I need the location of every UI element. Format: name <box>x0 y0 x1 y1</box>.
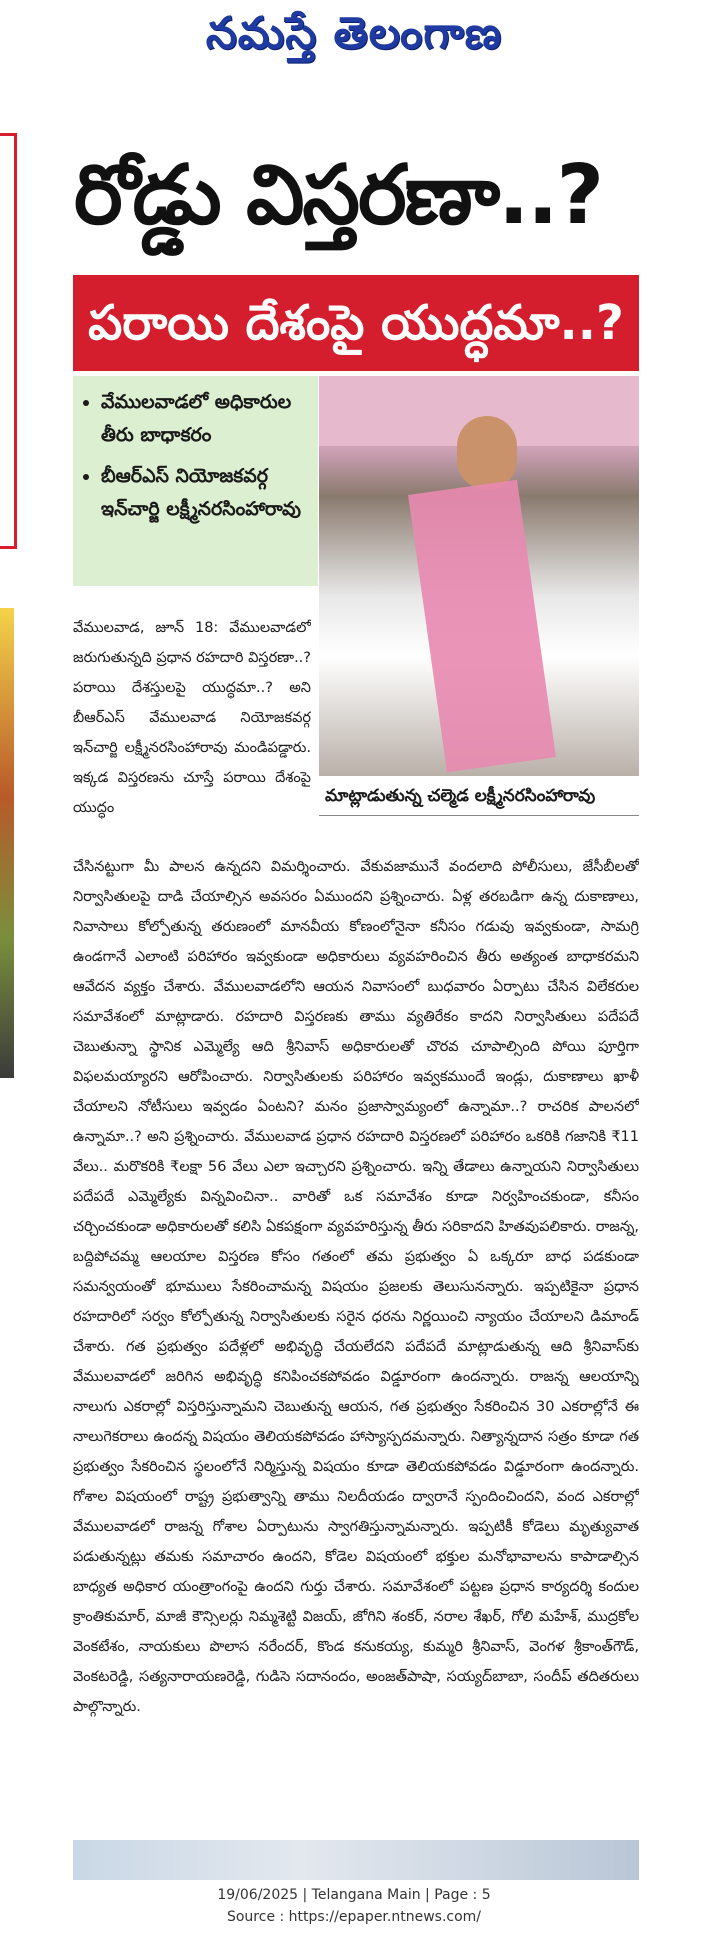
headline: రోడ్డు విస్తరణా..? <box>74 148 603 243</box>
adjacent-photo-strip <box>0 608 14 1078</box>
highlights-box <box>73 376 318 586</box>
article-lead: వేములవాడ, జూన్ 18: వేములవాడలో జరుగుతున్నది ప్రధాన రహదారి విస్తరణా..? పరాయి దేశస్తులపై యుద్ధమా..? అని బీఆర్ఎస్ వేములవాడ నియోజకవర్గ ఇన్‌చార్జి లక్ష్మీనరసింహారావు మండిపడ్డారు. ఇక్కడ విస్తరణను చూస్తే పరాయి దేశంపై యుద్ధం <box>73 620 311 816</box>
pink-scarf <box>408 480 556 773</box>
subheadline-banner: పరాయి దేశంపై యుద్ధమా..? <box>73 275 639 371</box>
adjacent-article-border <box>0 133 17 549</box>
source-link[interactable]: Source : https://epaper.ntnews.com/ <box>226 1909 482 1925</box>
highlight-item: • బీఆర్ఎస్ నియోజకవర్గ ఇన్‌చార్జి లక్ష్మీనరసింహారావు <box>101 460 312 526</box>
article-photo <box>319 376 639 776</box>
speaker-figure <box>457 416 517 490</box>
page-footer <box>0 1884 708 1934</box>
bottom-photo-strip <box>73 1840 639 1880</box>
photo-caption: మాట్లాడుతున్న చల్మెడ లక్ష్మీనరసింహారావు <box>319 776 639 816</box>
edition-info: 19/06/2025 | Telangana Main | Page : 5 <box>217 1887 491 1903</box>
highlight-item: • వేములవాడలో అధికారుల తీరు బాధాకరం <box>101 386 312 452</box>
newspaper-title: నమస్తే తెలంగాణ <box>205 8 503 59</box>
masthead <box>0 0 708 82</box>
article-body: చేసినట్టుగా మీ పాలన ఉన్నదని విమర్శించారు. వేకువజామునే వందలాది పోలీసులు, జేసీబీలతో నిర్వాసితులపై దాడి చేయాల్సిన అవసరం ఏముందని ప్రశ్నించారు. ఏళ్ల తరబడిగా ఉన్న దుకాణాలు, నివాసాలు కోల్పోతున్న తరుణంలో మానవీయ కోణంలోనైనా కనీసం గడువు ఇవ్వకుండా, సామగ్రి ఉండగానే ఎలాంటి పరిహారం ఇవ్వకుండా అధికారులు వ్యవహరించిన తీరు అత్యంత బాధాకరమని ఆవేదన వ్యక్తం చేశారు. వేములవాడలోని ఆయన నివాసంలో బుధవారం ఏర్పాటు చేసిన విలేకరుల సమావేశంలో మాట్లాడారు. రహదారి విస్తరణకు తాము వ్యతిరేకం కాదని నిర్వాసితులు పదేపదే చెబుతున్నా స్థానిక ఎమ్మెల్యే ఆది శ్రీనివాస్ అధికారులతో చొరవ చూపాల్సింది పోయి పూర్తిగా విఫలమయ్యారని ఆరోపించారు. నిర్వాసితులకు పరిహారం ఇవ్వకముందే ఇండ్లు, దుకాణాలు ఖాళీ చేయాలని నోటీసులు ఇవ్వడం ఏంటని? మనం ప్రజాస్వామ్యంలో ఉన్నామా..? రాచరిక పాలనలో ఉన్నామా..? అని ప్రశ్నించారు. వేములవాడ ప్రధాన రహదారి విస్తరణలో పరిహారం ఒకరికి గజానికి ₹11 వేలు.. మరొకరికి ₹లక్షా 56 వేలు ఎలా ఇచ్చారని ప్రశ్నించారు. ఇన్ని తేడాలు ఉన్నాయని నిర్వాసితులు పదేపదే ఎమ్మెల్యేకు విన్నవించినా.. వారితో ఒక సమావేశం కూడా నిర్వహించకుండా, కనీసం చర్చించకుండా అధికారులతో కలిసి ఏకపక్షంగా వ్యవహరిస్తున్న తీరు సరికాదని హితవుపలికారు. రాజన్న, బద్దిపోచమ్మ ఆలయాల విస్తరణ కోసం గతంలో తమ ప్రభుత్వం ఏ ఒక్కరూ బాధ పడకుండా సమన్వయంతో భూములు సేకరించామన్న విషయం ప్రజలకు తెలుసునన్నారు. ఇప్పటికైనా ప్రధాన రహదారిలో సర్వం కోల్పోతున్న నిర్వాసితులకు సరైన ధరను నిర్ణయించి న్యాయం చేయాలని డిమాండ్ చేశారు. గత ప్రభుత్వం పదేళ్లలో అభివృద్ధి చేయలేదని పదేపదే మాట్లాడుతున్న ఆది శ్రీనివాస్‌కు వేములవాడలో జరిగిన అభివృద్ధి కనిపించకపోవడం విడ్డూరంగా ఉందన్నారు. రాజన్న ఆలయాన్ని నాలుగు ఎకరాల్లో విస్తరిస్తున్నామని చెబుతున్న ఆయన, గత ప్రభుత్వం సేకరించిన 30 ఎకరాల్లోనే ఈ నాలుగెకరాలు ఉందన్న విషయం తెలియకపోవడం హాస్యాస్పదమన్నారు. నిత్యాన్నదాన సత్రం కూడా గత ప్రభుత్వం సేకరించిన స్థలంలోనే నిర్మిస్తున్న విషయం కూడా తెలియకపోవడం విడ్డూరంగా ఉందన్నారు. గోశాల విషయంలో రాష్ట్ర ప్రభుత్వాన్ని తాము నిలదీయడం ద్వారానే స్పందించిందని, వంద ఎకరాల్లో వేములవాడలో రాజన్న గోశాల ఏర్పాటును స్వాగతిస్తున్నామన్నారు. ఇప్పటికీ కోడెలు మృత్యువాత పడుతున్నట్లు తమకు సమాచారం ఉందని, కోడెల విషయంలో భక్తుల మనోభావాలను కాపాడాల్సిన బాధ్యత అధికార యంత్రాంగంపై ఉందని గుర్తు చేశారు. సమావేశంలో పట్టణ ప్రధాన కార్యదర్శి కందుల క్రాంతికుమార్, మాజీ కౌన్సిలర్లు నిమ్మశెట్టి విజయ్, జోగిని శంకర్, నరాల శేఖర్, గోలి మహేశ్, ముద్రకోల వెంకటేశం, నాయకులు పొలాస నరేందర్, కొండ కనుకయ్య, కుమ్మరి శ్రీనివాస్, వెంగళ శ్రీకాంత్‌గౌడ్, వెంకటరెడ్డి, సత్యనారాయణరెడ్డి, గుడిసె సదానందం, అంజత్‌పాషా, సయ్యద్‌బాబా, సందీప్ తదితరులు పాల్గొన్నారు. <box>73 859 639 1715</box>
